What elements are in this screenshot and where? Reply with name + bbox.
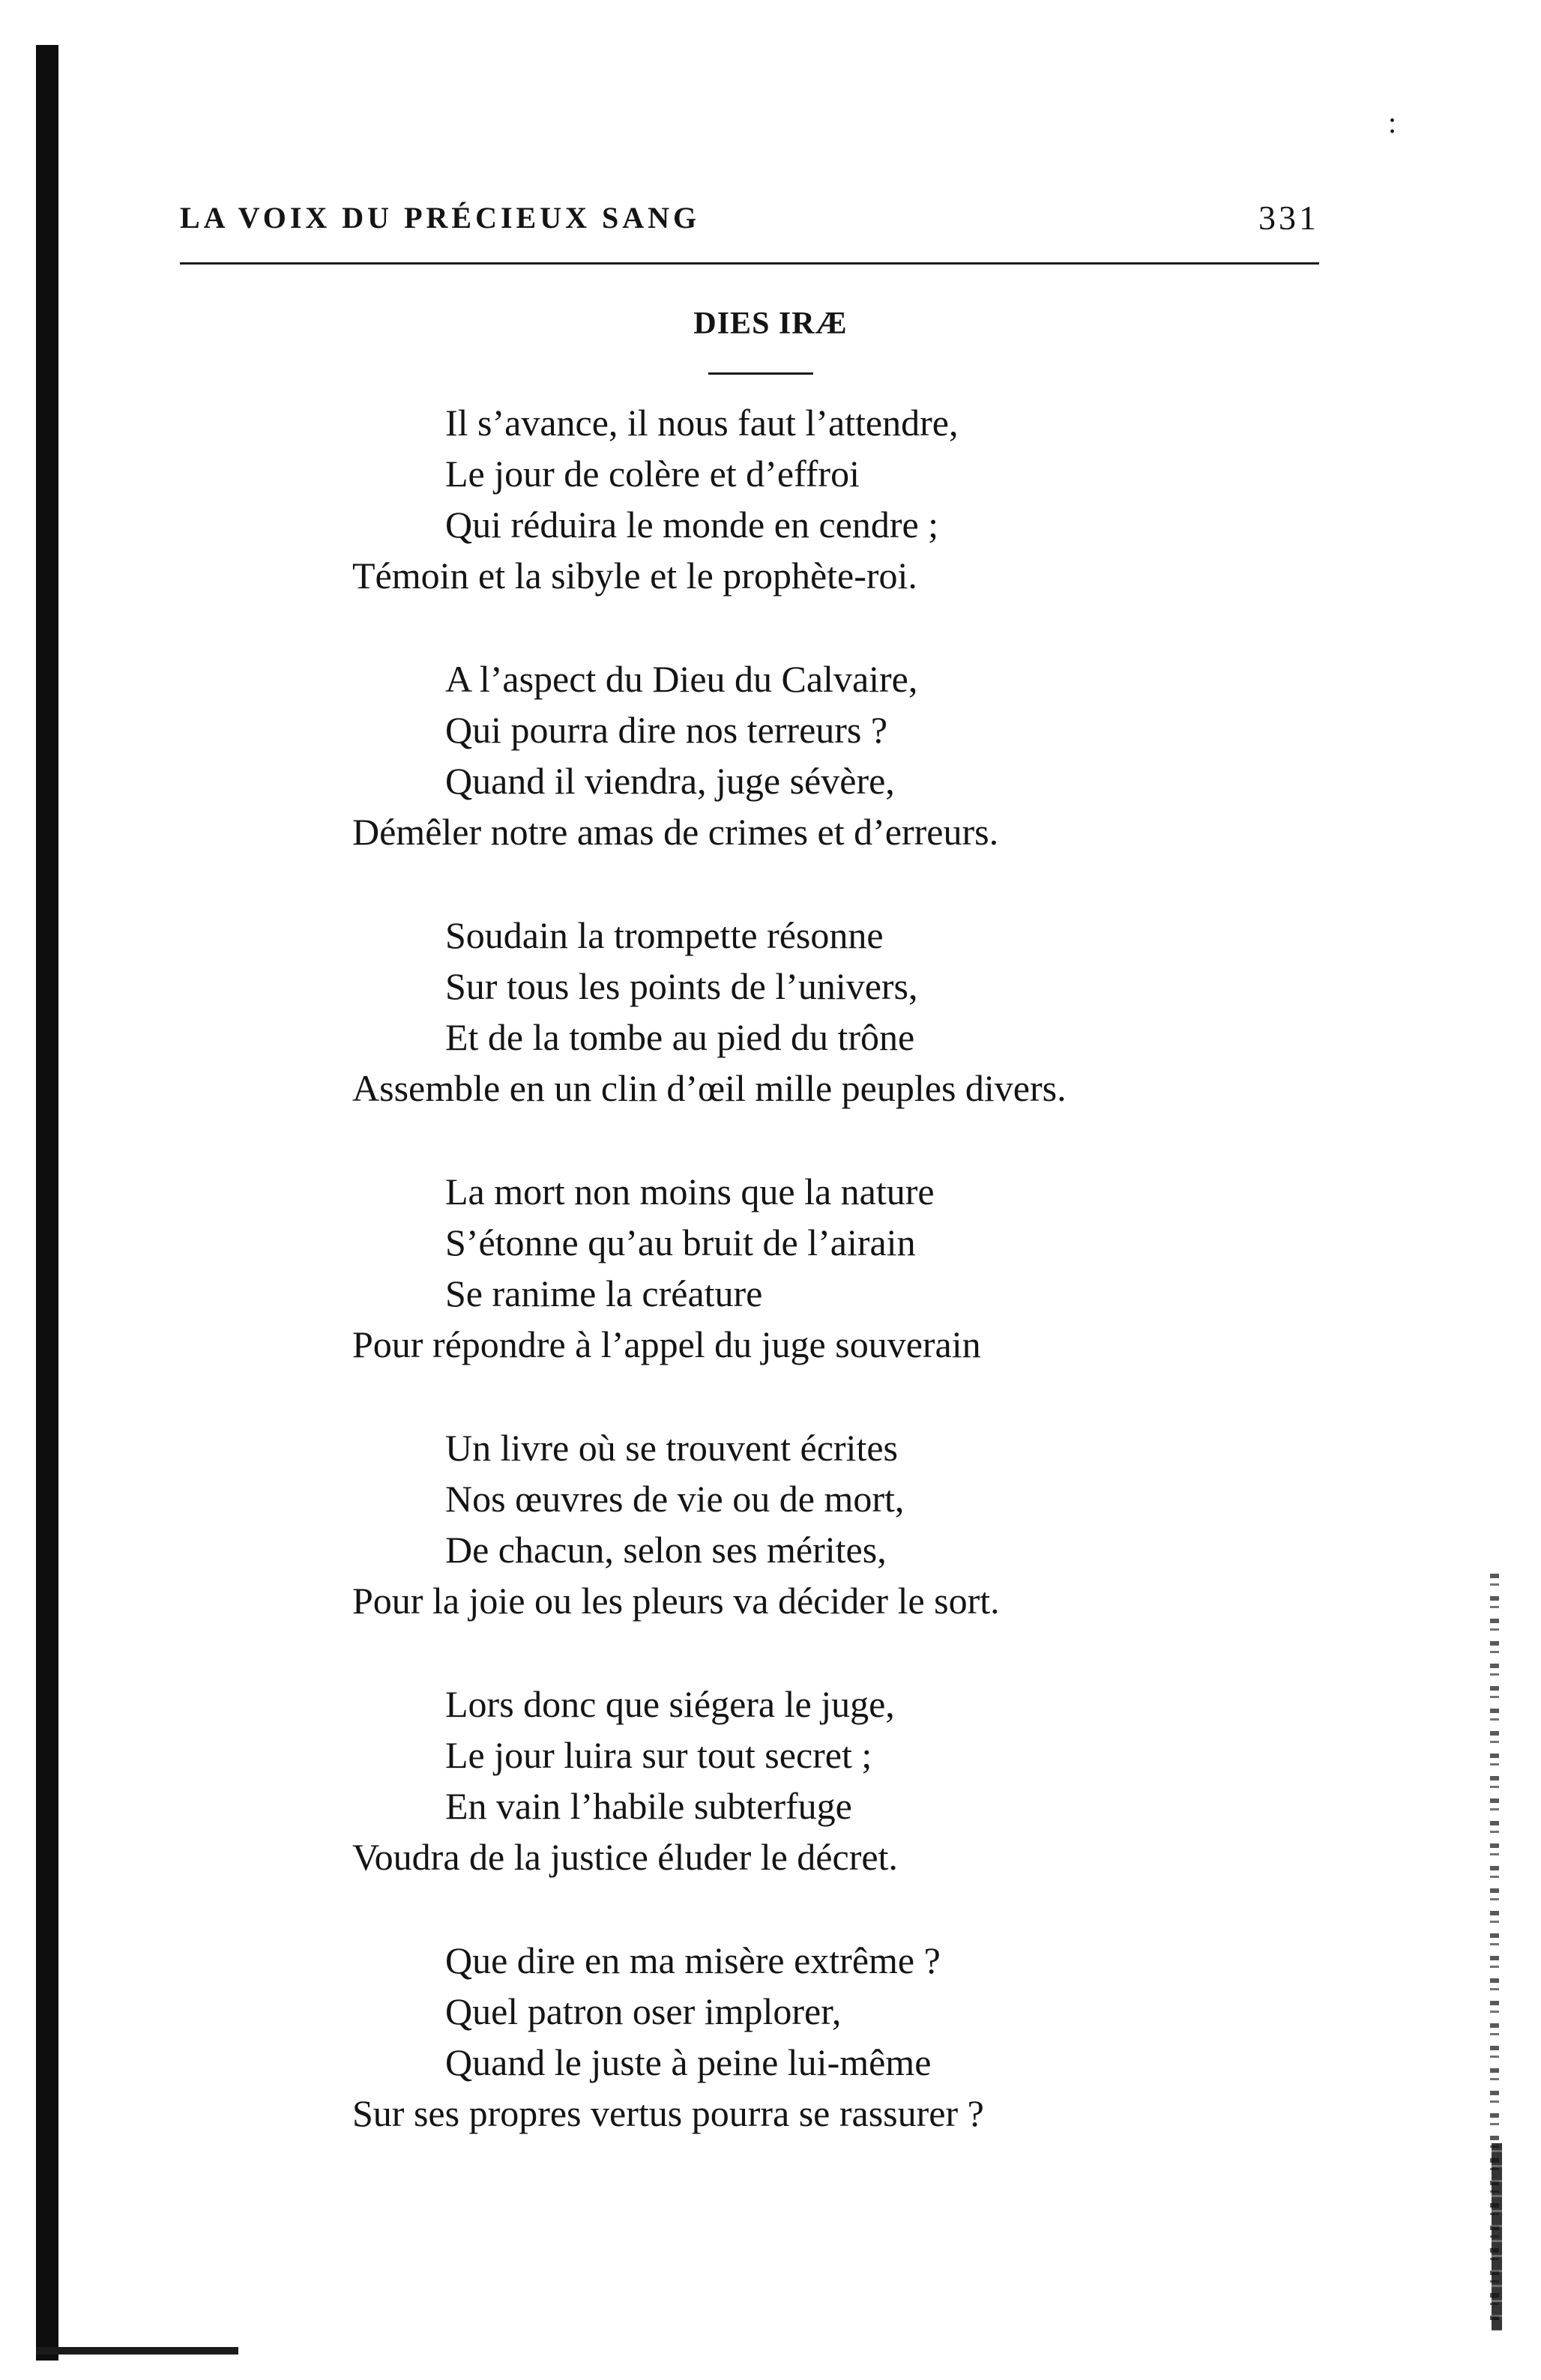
verse-line: Pour la joie ou les pleurs va décider le sort. [352,1580,1000,1622]
running-title: LA VOIX DU PRÉCIEUX SANG [180,200,701,235]
verse-line: Pour répondre à l’appel du juge souverain [352,1323,981,1365]
verse-line: Témoin et la sibyle et le prophète-roi. [352,555,917,596]
stanza-7 [352,1935,1252,2139]
verse-line: Quel patron oser implorer, [445,1990,842,2032]
verse-line: Se ranime la créature [445,1272,763,1314]
title-rule [708,372,813,375]
verse-line: Voudra de la justice éluder le décret. [352,1836,898,1878]
verse-line: Le jour de colère et d’effroi [445,453,860,495]
verse-line: Démêler notre amas de crimes et d’erreurs. [352,811,999,853]
stanza-4 [352,1166,1252,1370]
header-rule [180,262,1319,265]
verse-line: A l’aspect du Dieu du Calvaire, [445,658,918,700]
verse-line: Et de la tombe au pied du trône [445,1016,915,1058]
stanza-6 [352,1679,1252,1882]
verse-line: De chacun, selon ses mérites, [445,1529,887,1571]
page-bottom-edge [36,2347,238,2355]
poem-body [352,397,1252,2139]
stanza-1 [352,397,1252,601]
stanza-2 [352,653,1252,857]
corner-mark: : [1388,106,1397,139]
stanza-5 [352,1422,1252,1626]
verse-line: Un livre où se trouvent écrites [445,1427,898,1469]
verse-line: Il s’avance, il nous faut l’attendre, [445,402,959,444]
verse-line: Sur tous les points de l’univers, [445,965,918,1007]
verse-line: S’étonne qu’au bruit de l’airain [445,1221,916,1263]
verse-line: Assemble en un clin d’œil mille peuples divers. [352,1067,1067,1109]
verse-line: Quand il viendra, juge sévère, [445,760,895,802]
poem-title: DIES IRÆ [693,306,848,341]
verse-line: Nos œuvres de vie ou de mort, [445,1478,905,1520]
stanza-3 [352,910,1252,1114]
verse-line: Lors donc que siégera le juge, [445,1683,895,1725]
verse-line: Le jour luira sur tout secret ; [445,1734,872,1776]
verse-line: La mort non moins que la nature [445,1171,935,1212]
scan-noise-right-dark [1492,2143,1502,2331]
verse-line: Sur ses propres vertus pourra se rassurer ? [352,2092,984,2134]
verse-line: En vain l’habile subterfuge [445,1785,852,1827]
verse-line: Qui pourra dire nos terreurs ? [445,709,888,751]
verse-line: Que dire en ma misère extrême ? [445,1939,941,1981]
page-number: 331 [1258,198,1319,237]
verse-line: Quand le juste à peine lui-même [445,2041,932,2083]
page-binding-edge [36,45,58,2361]
verse-line: Soudain la trompette résonne [445,914,884,956]
running-header [180,191,1319,244]
verse-line: Qui réduira le monde en cendre ; [445,504,939,546]
